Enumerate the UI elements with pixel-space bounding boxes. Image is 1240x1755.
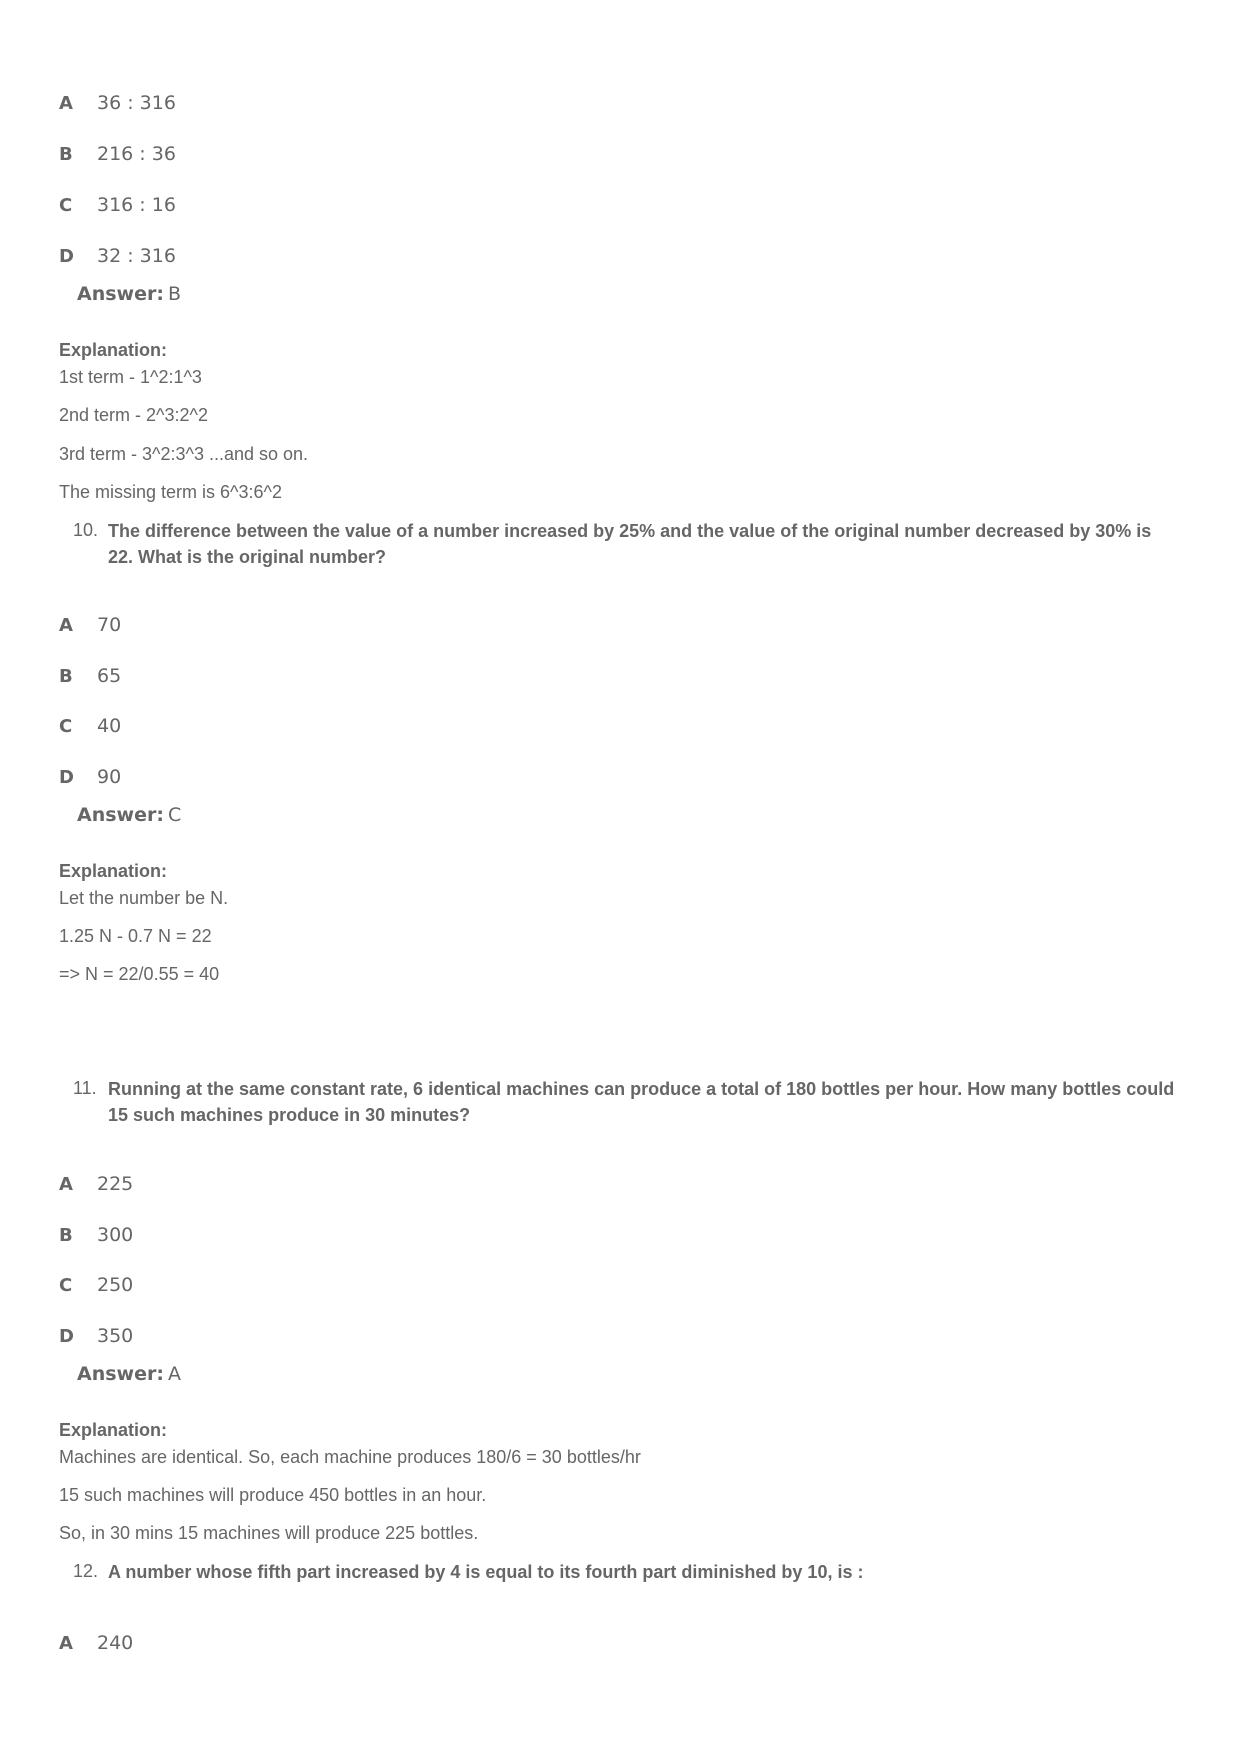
answer-value: A: [167, 1363, 181, 1385]
option-letter: D: [59, 1326, 74, 1347]
answer-label: Answer:: [77, 1363, 164, 1385]
answer-line: [77, 804, 181, 826]
option-text: 250: [97, 1274, 134, 1296]
explanation-line: 1st term - 1^2:1^3: [59, 367, 202, 387]
option-text: 300: [97, 1224, 134, 1246]
option-letter: D: [59, 767, 74, 788]
option-letter: A: [59, 93, 73, 114]
question-text: The difference between the value of a number increased by 25% and the value of the original number decreased by 30% is 22. What is the original number?: [108, 521, 1152, 567]
option-letter: B: [59, 144, 73, 165]
option-text: 216 : 36: [97, 143, 176, 165]
option-letter: C: [59, 1275, 73, 1296]
answer-line: [77, 283, 181, 305]
question-text: Running at the same constant rate, 6 identical machines can produce a total of 180 bottles per hour. How many bottles could 15 such machines produce in 30 minutes?: [108, 1079, 1175, 1125]
explanation-line: The missing term is 6^3:6^2: [59, 482, 282, 502]
option-letter: B: [59, 1225, 73, 1246]
explanation-line: 3rd term - 3^2:3^3 ...and so on.: [59, 444, 309, 464]
option-letter: D: [59, 246, 74, 267]
explanation-heading: Explanation:: [59, 340, 168, 360]
option-text: 36 : 316: [97, 92, 176, 114]
question-text: A number whose fifth part increased by 4 is equal to its fourth part diminished by 10, is :: [108, 1562, 864, 1582]
question-number: 12.: [73, 1561, 99, 1581]
option-letter: A: [59, 615, 73, 636]
explanation-line: Let the number be N.: [59, 888, 229, 908]
option-text: 70: [97, 614, 122, 636]
answer-label: Answer:: [77, 804, 164, 826]
answer-label: Answer:: [77, 283, 164, 305]
option-letter: A: [59, 1174, 73, 1195]
explanation-line: 1.25 N - 0.7 N = 22: [59, 926, 212, 946]
option-letter: C: [59, 716, 73, 737]
option-text: 90: [97, 766, 122, 788]
option-letter: B: [59, 666, 73, 687]
option-text: 316 : 16: [97, 194, 176, 216]
option-text: 40: [97, 715, 122, 737]
answer-line: [77, 1363, 181, 1385]
option-text: 32 : 316: [97, 245, 176, 267]
answer-value: C: [167, 804, 182, 826]
explanation-line: 15 such machines will produce 450 bottles in an hour.: [59, 1485, 487, 1505]
question-number: 10.: [73, 520, 99, 540]
option-text: 350: [97, 1325, 134, 1347]
explanation-line: Machines are identical. So, each machine produces 180/6 = 30 bottles/hr: [59, 1447, 641, 1467]
question-number: 11.: [73, 1078, 97, 1098]
option-text: 240: [97, 1632, 134, 1654]
explanation-heading: Explanation:: [59, 1420, 168, 1440]
option-text: 225: [97, 1173, 134, 1195]
option-text: 65: [97, 665, 122, 687]
explanation-heading: Explanation:: [59, 861, 168, 881]
option-letter: C: [59, 195, 73, 216]
explanation-line: => N = 22/0.55 = 40: [59, 964, 220, 984]
explanation-line: So, in 30 mins 15 machines will produce 225 bottles.: [59, 1523, 479, 1543]
answer-value: B: [167, 283, 181, 305]
explanation-line: 2nd term - 2^3:2^2: [59, 405, 208, 425]
option-letter: A: [59, 1633, 73, 1654]
